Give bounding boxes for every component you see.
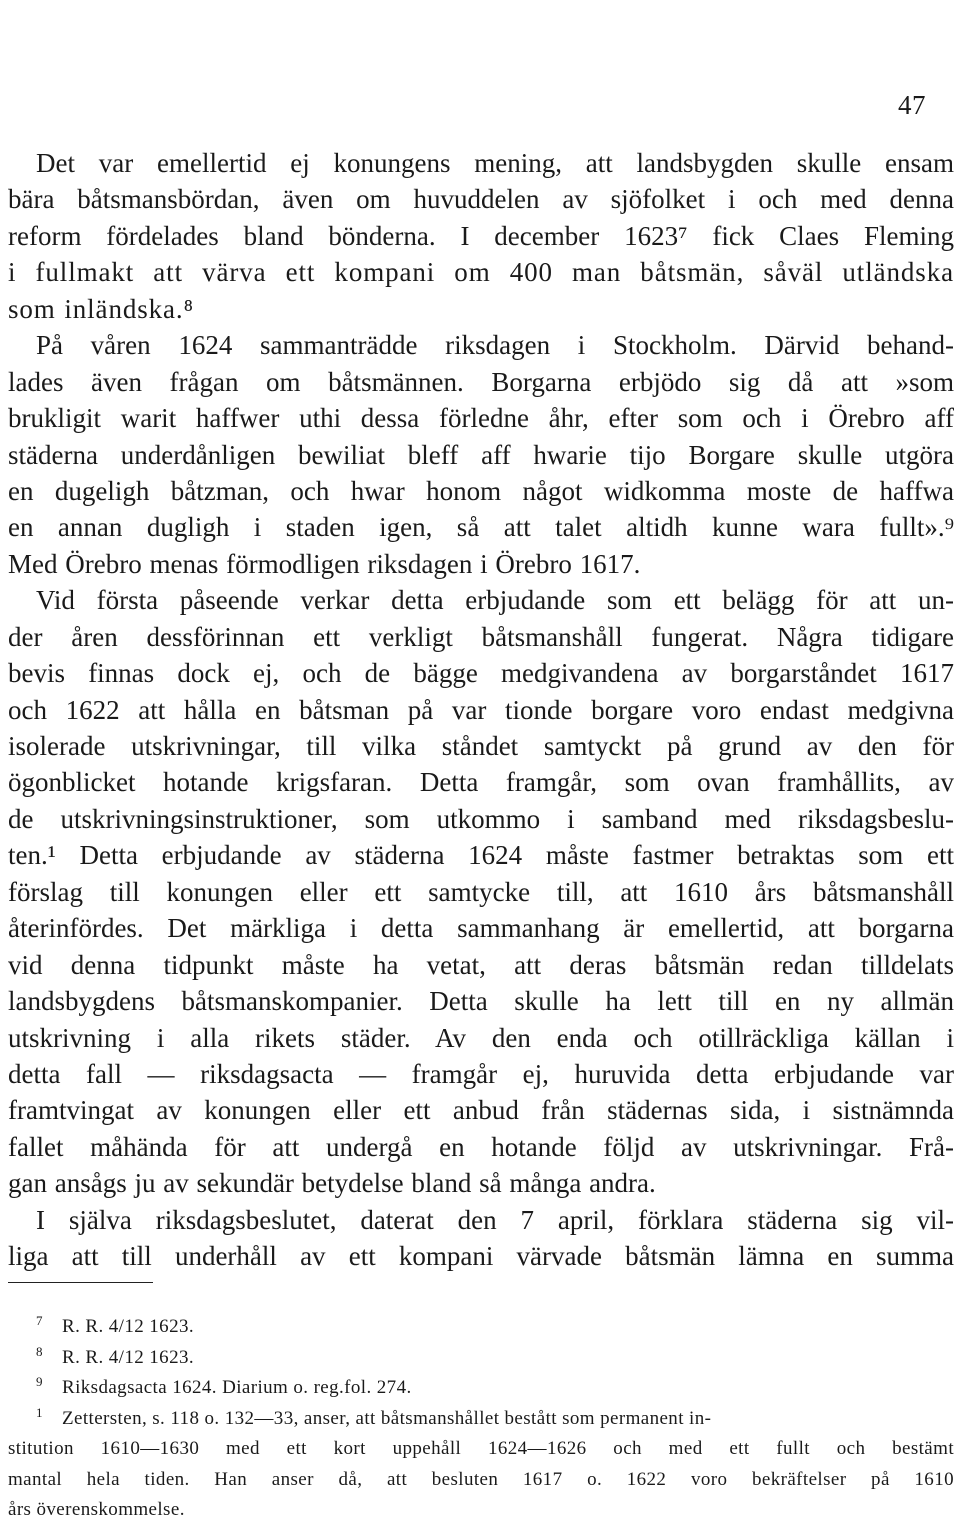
text-line: de utskrivningsinstruktioner, som utkommo i samband med riksdagsbeslu- [8,803,954,834]
footnote-continuation: mantal hela tiden. Han anser då, att besluten 1617 o. 1622 voro bekräftelser på 1610 [8,1468,954,1490]
text-line: landsbygdens båtsmanskompanier. Detta skulle ha lett till en ny allmän [8,986,954,1017]
footnote [8,1373,954,1404]
text-line: fallet måhända för att undergå en hotande följd av utskrivningar. Frå- [8,1131,954,1162]
footnote-text: Riksdagsacta 1624. Diarium o. reg.fol. 274. [62,1377,412,1398]
text-line: reform fördelades bland bönderna. I december 1623⁷ fick Claes Fleming [8,220,954,251]
footnote-text: Zettersten, s. 118 o. 132—33, anser, att båtsmanshållet bestått som permanent in- [62,1407,712,1429]
footnote-marker: 9 [36,1374,43,1389]
text-line: framtvingat av konungen eller ett anbud från städernas sida, i sistnämnda [8,1095,954,1126]
text-line: en dugeligh båtzman, och hwar honom något widkomma moste de haffwa [8,475,954,506]
footnote-marker: 1 [36,1404,43,1420]
text-line: brukligit warit haffwer uthi dessa förledne åhr, efter som och i Örebro aff [8,403,954,434]
text-line: utskrivning i alla rikets städer. Av den enda och otillräckliga källan i [8,1022,954,1053]
body-text [8,145,954,1275]
footnote [8,1312,954,1343]
footnote [8,1404,954,1435]
text-line: bevis finnas dock ej, och de bägge medgivandena av borgarståndet 1617 [8,658,954,689]
text-line: Med Örebro menas förmodligen riksdagen i Örebro 1617. [8,548,641,579]
text-line: I själva riksdagsbeslutet, daterat den 7 april, förklara städerna sig vil- [36,1204,954,1235]
text-line: en annan dugligh i staden igen, så att talet altidh kunne wara fullt».⁹ [8,512,954,543]
text-line: ten.¹ Detta erbjudande av städerna 1624 måste fastmer betraktas som ett [8,840,954,871]
text-line: der åren dessförinnan ett verkligt båtsmanshåll fungerat. Några tidigare [8,621,954,652]
text-line: förslag till konungen eller ett samtycke till, att 1610 års båtsmanshåll [8,876,954,907]
text-line: vid denna tidpunkt måste ha vetat, att deras båtsmän redan tilldelats [8,949,954,980]
footnote-continuation: års överenskommelse. [8,1499,185,1520]
text-line: isolerade utskrivningar, till vilka ståndet samtyckt på grund av den för [8,731,954,761]
footnote-divider [8,1282,153,1283]
footnotes [8,1312,954,1526]
text-line: och 1622 att hålla en båtsman på var tionde borgare voro endast medgivna [8,694,954,725]
text-line: städerna underdånligen bewiliat bleff aff hwarie tijo Borgare skulle utgöra [8,439,954,470]
text-line: Vid första påseende verkar detta erbjudande som ett belägg för att un- [36,585,954,616]
footnote-continuation: stitution 1610—1630 med ett kort uppehåll 1624—1626 och med ett fullt och bestämt [8,1438,954,1459]
footnote-marker: 8 [36,1343,43,1359]
text-line: ögonblicket hotande krigsfaran. Detta framgår, som ovan framhållits, av [8,767,954,798]
footnote-text: R. R. 4/12 1623. [62,1316,195,1337]
footnote-marker: 7 [36,1313,43,1328]
text-line: återinfördes. Det märkliga i detta sammanhang är emellertid, att borgarna [8,913,954,944]
text-line: som inländska.⁸ [8,293,194,324]
text-line: bära båtsmansbördan, även om huvuddelen av sjöfolket i och med denna [8,184,954,215]
text-line: På våren 1624 sammanträdde riksdagen i Stockholm. Därvid behand- [36,330,954,361]
footnote [8,1343,954,1374]
text-line: lades även frågan om båtsmännen. Borgarna erbjödo sig då att »som [8,366,954,397]
text-line: gan ansågs ju av sekundär betydelse bland så många andra. [8,1168,656,1199]
text-line: detta fall — riksdagsacta — framgår ej, huruvida detta erbjudande var [8,1058,954,1089]
text-line: liga att till underhåll av ett kompani värvade båtsmän lämna en summa [8,1241,954,1272]
page-number: 47 [898,90,926,120]
text-line: i fullmakt att värva ett kompani om 400 man båtsmän, såväl utländska [8,257,954,288]
footnote-text: R. R. 4/12 1623. [62,1346,195,1368]
text-line: Det var emellertid ej konungens mening, att landsbygden skulle ensam [36,148,954,178]
